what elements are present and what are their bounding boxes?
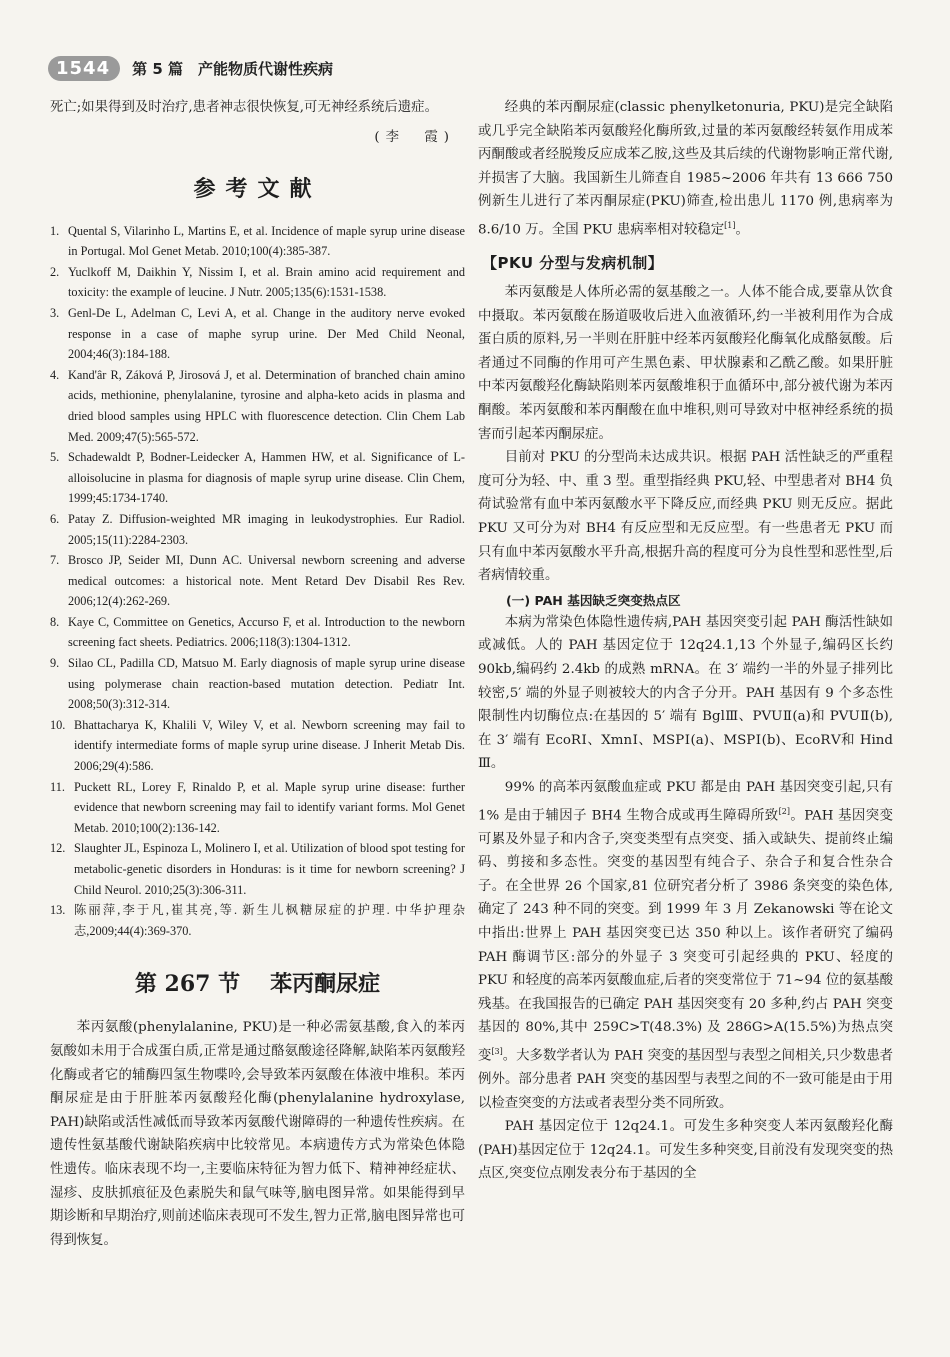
reference-text: Slaughter JL, Espinoza L, Molinero I, et al. Utilization of blood spot testing for metabolic-genetic disorders in Honduras: is it time for newborn screening? J Child Neurol. 2010;25(3):306-311. [74,841,465,897]
section-name: 苯丙酮尿症 [270,971,381,998]
page-header [48,50,908,86]
paragraph-pah-gene: 本病为常染色体隐性遗传病,PAH 基因突变引起 PAH 酶活性缺如或减低。人的 PAH 基因定位于 12q24.1,13 个外显子,编码区长约 90kb,编码约 2.4kb 的成熟 mRNA。在 3′ 端约一半的外显子排列比较密,5′ 端的外显子则被较大的内含子分开。PAH 基因有 9 个多态性限制性内切酶位点:在基因的 5′ 端有 BglⅢ、PVUⅡ(a)和 PVUⅡ(b),在 3′ 端有 EcoRⅠ、XmnⅠ、MSPⅠ(a)、MSPⅠ(b)、EcoRⅤ和 Hind Ⅲ。 [478,614,893,772]
reference-item [50,262,465,303]
reference-text: 陈丽萍,李于凡,崔其亮,等. 新生儿枫糖尿症的护理. 中华护理杂志,2009;44(4):369-370. [74,903,465,938]
reference-number: 12. [50,841,66,856]
author-credit: (李 霞) [374,129,455,145]
reference-number: 1. [50,223,60,238]
paragraph-classic-pku [478,96,893,242]
reference-item [50,900,465,941]
reference-number: 9. [50,656,60,671]
reference-item [50,221,465,262]
reference-item [50,838,465,900]
citation: [3] [491,1046,503,1056]
page-number: 1544 [48,56,120,81]
paragraph-classification: 目前对 PKU 的分型尚未达成共识。根据 PAH 活性缺乏的严重程度可分为轻、中、重 3 型。重型指经典 PKU,轻、中型患者对 BH4 负荷试验常有血中苯丙氨酸水平下降反应,而经典 PKU 则无反应。据此 PKU 又可分为对 BH4 有反应型和无反应型。有一些患者无 PKU 而只有血中苯丙氨酸水平升高,根据升高的程度可分为良性型和恶性型,后者病情较重。 [478,450,893,584]
reference-number: 5. [50,450,60,465]
reference-text: Schadewaldt P, Bodner-Leidecker A, Hammen HW, et al. Significance of L-alloisolucine in plasma for diagnosis of maple syrup urine disease. Clin Chem, 1999;45:1734-1740. [68,450,465,506]
reference-item [50,447,465,509]
reference-text: Kand'âr R, Záková P, Jirosová J, et al. Determination of branched chain amino acids, methionine, phenylalanine, tyrosine and alpha-keto acids in plasma and dried blood samples using HPLC with fluorescence detection. Clin Chem Lab Med. 2009;47(5):565-572. [68,367,465,444]
section-title [50,967,465,998]
reference-text: Bhattacharya K, Khalili V, Wiley V, et al. Newborn screening may fail to identify intermediate forms of maple syrup urine disease. J Inherit Metab Dis. 2006;29(4):586. [74,717,465,774]
paragraph-phenylalanine: 苯丙氨酸是人体所必需的氨基酸之一。人体不能合成,要靠从饮食中摄取。苯丙氨酸在肠道吸收后进入血液循环,约一半被利用作为合成蛋白质的原料,另一半则在肝脏中经苯丙氨酸羟化酶氧化成酪氨酸。后者通过不同酶的作用可产生黑色素、甲状腺素和乙酰乙酸。如果肝脏中苯丙氨酸羟化酶缺陷则苯丙氨酸堆积于血循环中,部分被代谢为苯丙酮酸。苯丙氨酸和苯丙酮酸在血中堆积,则可导致对中枢神经系统的损害而引起苯丙酮尿症。 [478,285,893,442]
reference-text: Kaye C, Committee on Genetics, Accurso F, et al. Introduction to the newborn screening fact sheets. Pediatrics. 2006;118(3):1304-1312. [68,614,465,650]
paragraph-text: 。PAH 基因突变可累及外显子和内含子,突变类型有点突变、插入或缺失、提前终止编码、剪接和多态性。突变的基因型有纯合子、杂合子和复合性杂合子。在全世界 26 个国家,81 位研究者分析了 3986 条突变的染色体,确定了 243 种不同的突变。到 1999 年 3 月 Zekanowski 等在论文中指出:世界上 PAH 基因突变已达 350 种以上。该作者研究了编码 PAH 酶调节区:部分的外显子 3 突变可引起经典的 PKU、轻度的 PKU 和轻度的高苯丙氨酸血症,后者的突变常位于 71~94 位的氨基酸残基。在我国报告的已确定 PAH 基因突变有 20 多种,约占 PAH 突变基因的 80%,其中 259C>T(48.3%) 及 286G>A(15.5%)为热点突变 [478,807,893,1064]
reference-text: Brosco JP, Seider MI, Dunn AC. Universal newborn screening and adverse medical outcomes: a historical note. Ment Retard Dev Disabil Res Rev. 2006;12(4):262-269. [68,553,465,609]
reference-number: 3. [50,305,60,320]
subsection-heading: 【PKU 分型与发病机制】 [482,254,664,273]
reference-item [50,303,465,365]
reference-item [50,653,465,715]
section-paragraph: 苯丙氨酸(phenylalanine, PKU)是一种必需氨基酸,食入的苯丙氨酸如未用于合成蛋白质,正常是通过酪氨酸途径降解,缺陷苯丙氨酸羟化酶或者它的辅酶四氢生物喋呤,会导致苯丙氨酸在体液中堆积。苯丙酮尿症是由于肝脏苯丙氨酸羟化酶(phenylalanine hydroxylase, PAH)缺陷或活性减低而导致苯丙氨酸代谢障碍的一种遗传性疾病。在遗传性氨基酸代谢缺陷疾病中比较常见。本病遗传方式为常染色体隐性遗传。临床表现不均一,主要临床特征为智力低下、精神神经症状、湿疹、皮肤抓痕征及色素脱失和鼠气味等,脑电图异常。如果能得到早期诊断和早期治疗,则前述临床表现可不发生,智力正常,脑电图异常也可得到恢复。 [50,1020,465,1248]
reference-number: 11. [50,779,65,794]
reference-list [50,221,465,942]
reference-number: 10. [50,717,66,732]
reference-text: Genl-De L, Adelman C, Levi A, et al. Change in the auditory nerve evoked response in a case of maphe syrup urine. Der Med Child Neonal, 2004;46(3):184-188. [68,305,465,362]
citation: [1] [724,220,736,230]
reference-text: Quental S, Vilarinho L, Martins E, et al. Incidence of maple syrup urine disease in Portugal. Mol Genet Metab. 2010;100(4):385-387. [68,223,465,259]
section-number: 第 267 节 [134,971,241,998]
reference-number: 13. [50,903,66,918]
reference-item [50,550,465,612]
right-column [478,96,893,1186]
reference-item [50,365,465,447]
reference-text: Silao CL, Padilla CD, Matsuo M. Early diagnosis of maple syrup urine disease using polymerase chain reaction-based mutation detection. Pediatr Int. 2008;50(3):312-314. [68,656,465,712]
reference-item [50,777,465,839]
sub-heading: (一) PAH 基因缺乏突变热点区 [506,592,681,608]
paragraph-pah-location: PAH 基因定位于 12q24.1。可发生多种突变人苯丙氨酸羟化酶(PAH)基因定位于 12q24.1。可发生多种突变,目前没有发现突变的热点区,突变位点刚发表分布于基因的全 [478,1119,893,1182]
paragraph-mutations [478,776,893,1115]
reference-number: 4. [50,367,60,382]
reference-text: Patay Z. Diffusion-weighted MR imaging in leukodystrophies. Eur Radiol. 2005;15(11):2284-2303. [68,511,465,547]
reference-number: 2. [50,264,60,279]
running-title: 第 5 篇 产能物质代谢性疾病 [132,59,333,78]
reference-item [50,715,465,777]
reference-text: Yuclkoff M, Daikhin Y, Nissim I, et al. Brain amino acid requirement and toxicity: the example of leucine. J Nutr. 2005;135(6):1531-1538. [68,264,465,300]
reference-number: 7. [50,553,60,568]
paragraph-text: 99% 的高苯丙氨酸血症或 PKU 都是由 PAH 基因突变引起,只有 1% 是由于辅因子 BH4 生物合成或再生障碍所致 [478,779,893,823]
paragraph-text: 。 [735,222,749,238]
citation: [2] [778,806,790,816]
left-column [50,96,465,1252]
reference-number: 6. [50,511,60,526]
reference-item [50,612,465,653]
reference-number: 8. [50,614,60,629]
reference-text: Puckett RL, Lorey F, Rinaldo P, et al. Maple syrup urine disease: further evidence that newborn screening may fail to identify variant forms. Mol Genet Metab. 2010;100(2):136-142. [74,779,465,835]
references-heading: 参考文献 [193,175,322,202]
paragraph-text: 。大多数学者认为 PAH 突变的基因型与表型之间相关,只少数患者例外。部分患者 PAH 突变的基因型与表型之间的不一致可能是由于用以检查突变的方法或者表型分类不同所致。 [478,1048,893,1111]
intro-text: 死亡;如果得到及时治疗,患者神志很快恢复,可无神经系统后遗症。 [50,100,438,115]
paragraph-text: 经典的苯丙酮尿症(classic phenylketonuria, PKU)是完全缺陷或几乎完全缺陷苯丙氨酸羟化酶所致,过量的苯丙氨酸经转氨作用成苯丙酮酸或者经脱羧反应成苯乙胺,这些及其后续的代谢物影响正常代谢,并损害了大脑。我国新生儿筛查自 1985~2006 年共有 13 666 750 例新生儿进行了苯丙酮尿症(PKU)筛查,检出患儿 1170 例,患病率为 8.6/10 万。全国 PKU 患病率相对较稳定 [478,100,893,238]
reference-item [50,509,465,550]
